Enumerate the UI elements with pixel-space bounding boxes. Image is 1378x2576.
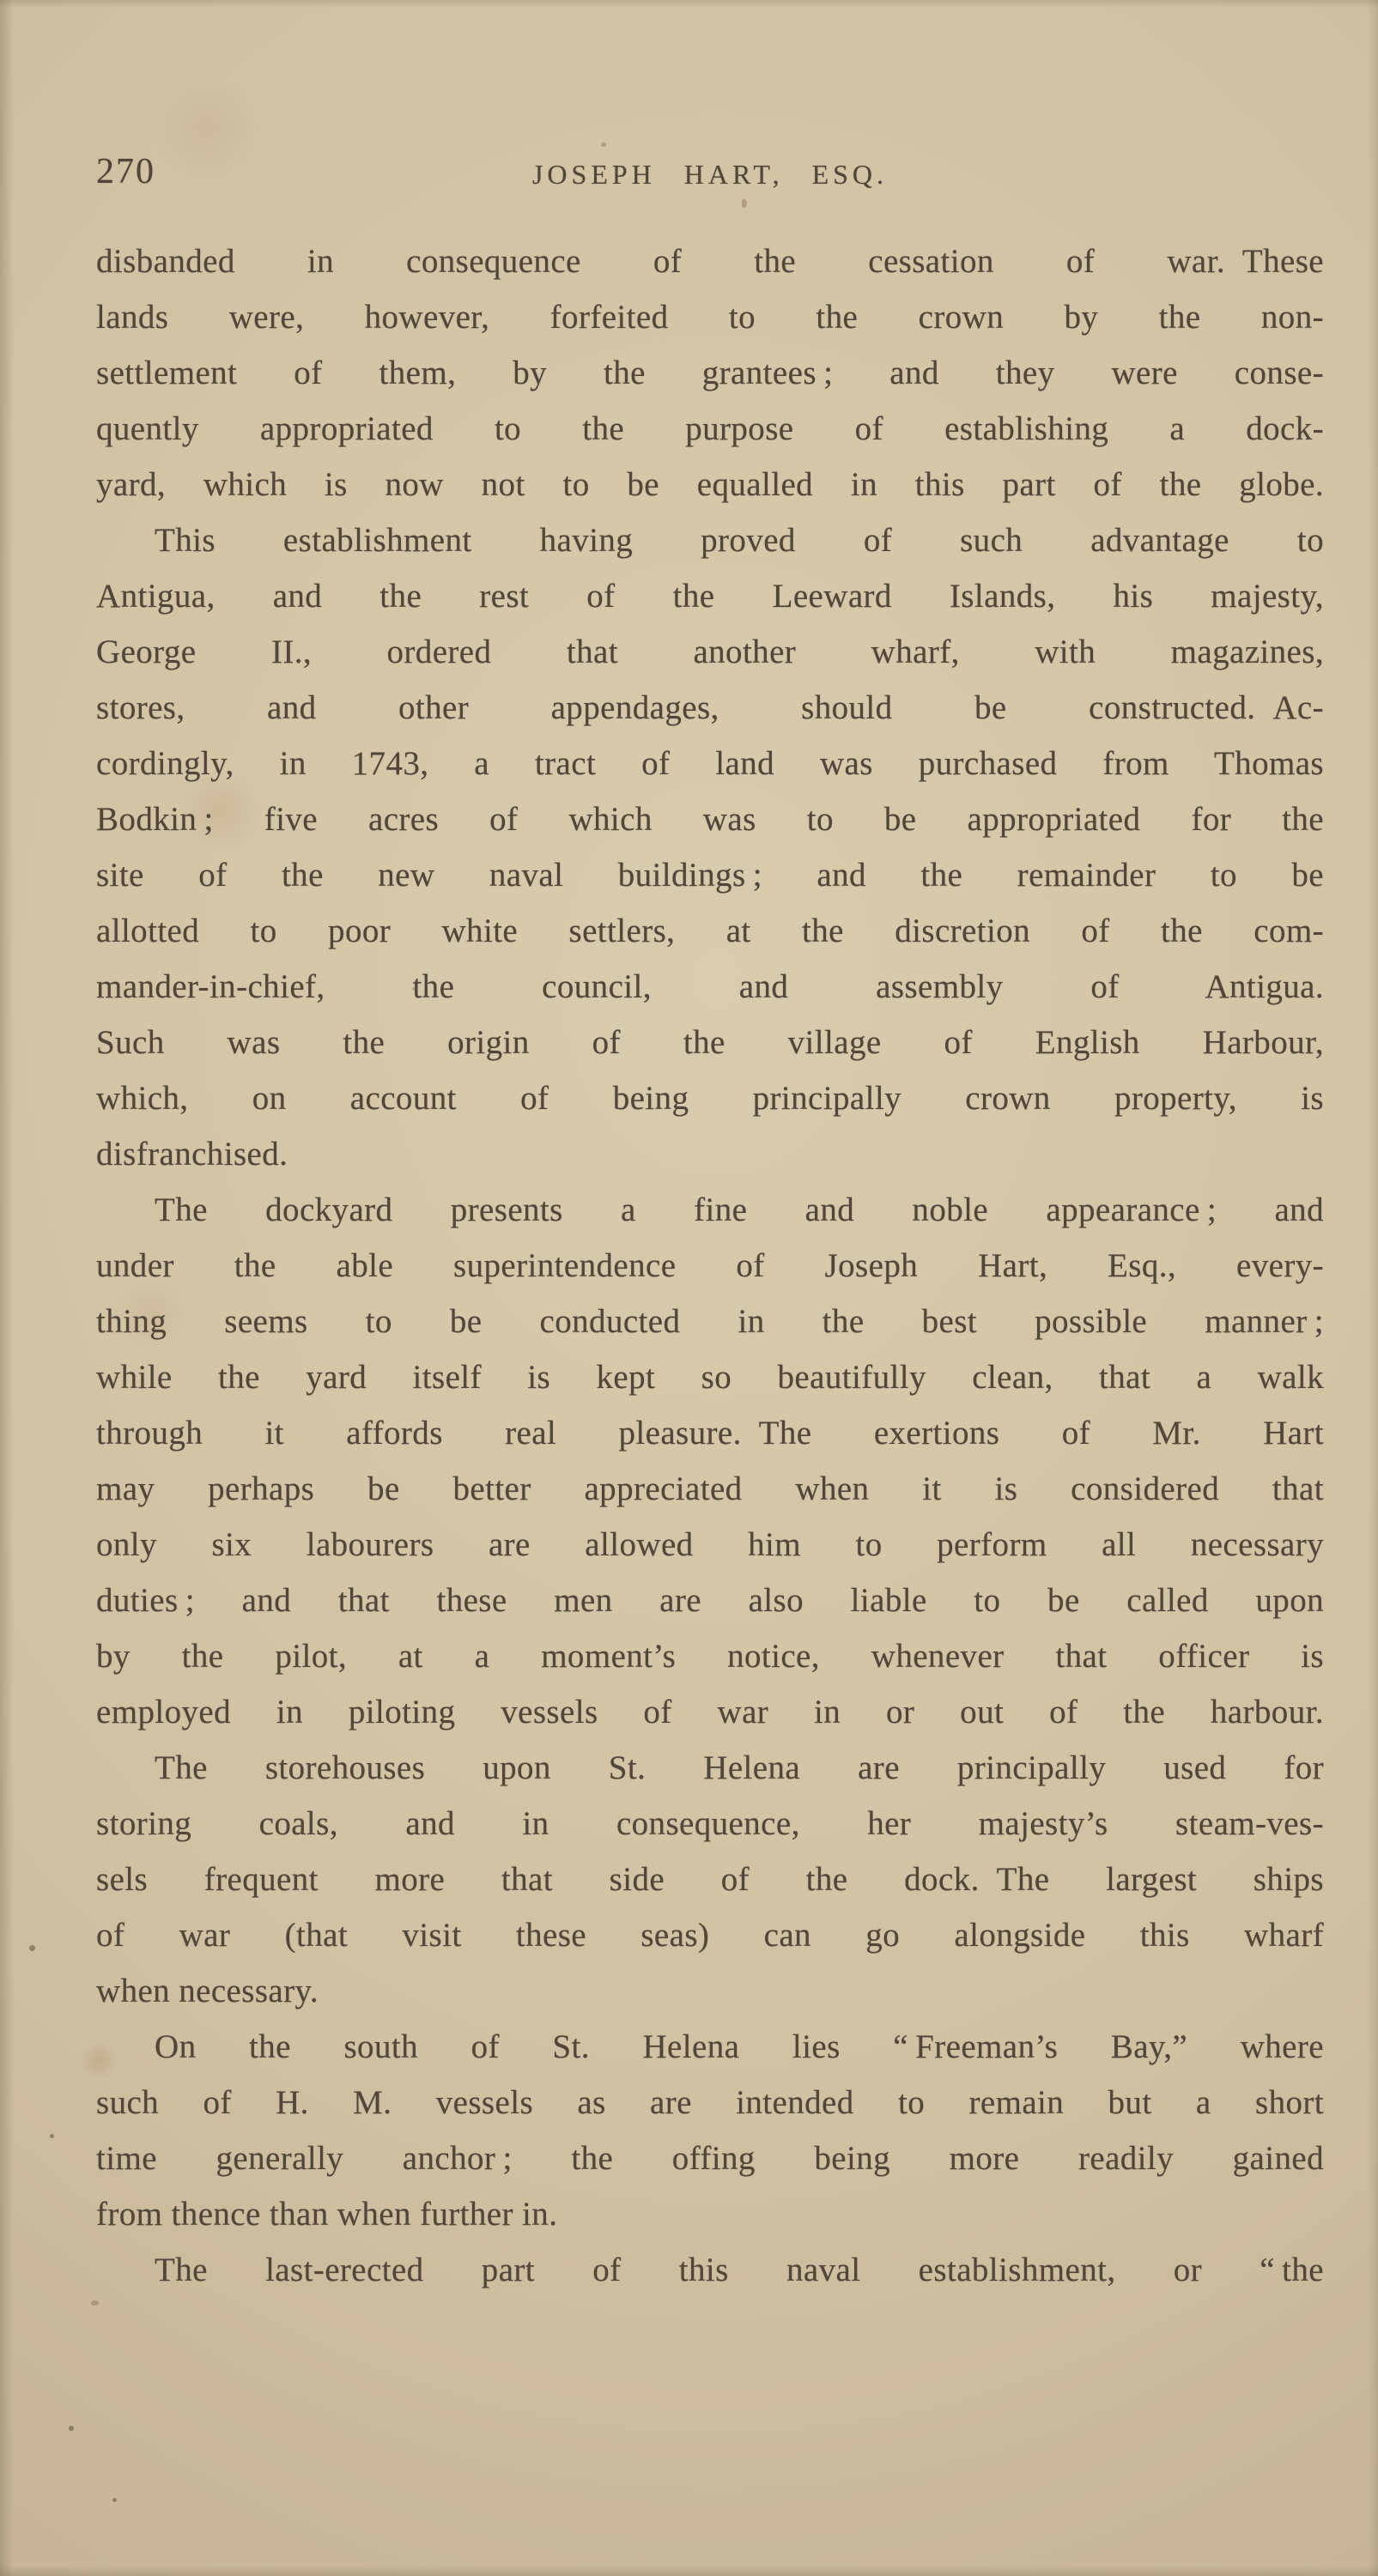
paragraph [96,2242,1324,2298]
text-line: may perhaps be better appreciated when it is considered that [96,1470,1324,1507]
paper-speck [742,199,747,208]
text-line: cordingly, in 1743, a tract of land was purchased from Thomas [96,745,1324,782]
paragraph [96,2019,1324,2242]
text-line: only six labourers are allowed him to perform all necessary [96,1526,1324,1563]
text-line: The dockyard presents a fine and noble appearance ; and [155,1191,1324,1228]
text-block [96,233,1324,2298]
text-line: stores, and other appendages, should be constructed. Ac- [96,689,1324,726]
text-line: sels frequent more that side of the dock. The largest ships [96,1861,1324,1898]
text-line: Antigua, and the rest of the Leeward Islands, his majesty, [96,578,1324,615]
text-line: settlement of them, by the grantees ; and they were conse- [96,355,1324,391]
running-head: JOSEPH HART, ESQ. [531,159,889,190]
paper-speck [69,2426,74,2431]
text-line: The last-erected part of this naval establishment, or “ the [155,2252,1324,2288]
text-line: mander-in-chief, the council, and assembly of Antigua. [96,968,1324,1005]
text-line: thing seems to be conducted in the best possible manner ; [96,1303,1324,1340]
paper-speck [91,2300,99,2306]
text-line: Such was the origin of the village of English Harbour, [96,1024,1324,1061]
text-line: lands were, however, forfeited to the crown by the non- [96,299,1324,336]
text-line: duties ; and that these men are also liable to be called upon [96,1582,1324,1619]
text-line: while the yard itself is kept so beautifully clean, that a walk [96,1359,1324,1396]
text-line: The storehouses upon St. Helena are principally used for [155,1749,1324,1786]
text-line: quently appropriated to the purpose of establishing a dock- [96,410,1324,447]
text-line: yard, which is now not to be equalled in this part of the globe. [96,466,1324,503]
paragraph [96,233,1324,512]
text-line: George II., ordered that another wharf, with magazines, [96,633,1324,670]
text-line: storing coals, and in consequence, her majesty’s steam-ves- [96,1805,1324,1842]
text-line: time generally anchor ; the offing being more readily gained [96,2140,1324,2177]
paper-speck [29,1945,35,1951]
text-line: This establishment having proved of such advantage to [155,522,1324,559]
paper-speck [112,2498,117,2502]
paper-speck [50,2134,54,2138]
page-header [96,151,1324,203]
text-line: site of the new naval buildings ; and the remainder to be [96,857,1324,894]
text-line: disfranchised. [96,1136,288,1173]
text-line: such of H. M. vessels as are intended to remain but a short [96,2084,1324,2121]
paragraph [96,512,1324,1182]
text-line: under the able superintendence of Joseph Hart, Esq., every- [96,1247,1324,1284]
text-line: allotted to poor white settlers, at the discretion of the com- [96,912,1324,949]
paper-speck [601,142,606,147]
text-line: when necessary. [96,1973,319,2009]
text-line: of war (that visit these seas) can go alongside this wharf [96,1917,1324,1954]
text-line: disbanded in consequence of the cessation of war. These [96,243,1324,280]
paragraph [96,1740,1324,2019]
paragraph [96,1182,1324,1740]
text-line: from thence than when further in. [96,2196,558,2233]
text-line: On the south of St. Helena lies “ Freeman’s Bay,” where [155,2028,1324,2065]
text-line: employed in piloting vessels of war in or out of the harbour. [96,1694,1324,1730]
paper-speck [412,987,416,991]
page-number: 270 [96,152,155,191]
text-line: by the pilot, at a moment’s notice, whenever that officer is [96,1638,1324,1675]
text-line: Bodkin ; five acres of which was to be appropriated for the [96,801,1324,838]
text-line: through it affords real pleasure. The exertions of Mr. Hart [96,1415,1324,1452]
text-line: which, on account of being principally crown property, is [96,1080,1324,1117]
